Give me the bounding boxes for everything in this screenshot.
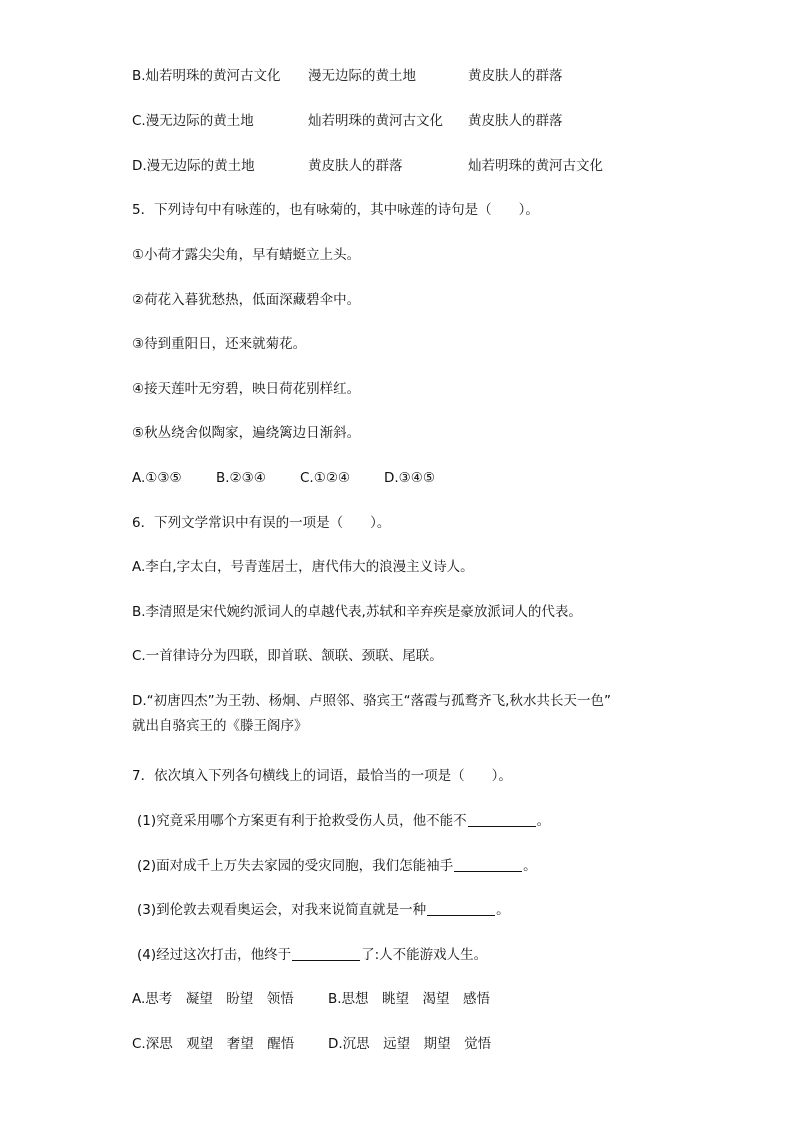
q7-sentence-2-end: 。: [523, 858, 537, 874]
q7-option-a: A.思考 凝望 盼望 领悟: [132, 991, 294, 1007]
q6-option-d-line1: D.“初唐四杰”为王勃、杨炯、卢照邻、骆宾王“落霞与孤鹜齐飞,秋水共长天一色”: [132, 693, 611, 709]
q5-choice-b: B.②③④: [216, 470, 266, 486]
q7-option-b: B.思想 眺望 渴望 感悟: [328, 991, 491, 1007]
q4-option-d-col2: 黄皮肤人的群落: [308, 158, 403, 174]
q5-item-5: ⑤秋丛绕舍似陶家，遍绕篱边日渐斜。: [132, 425, 361, 441]
q4-option-c-col1: C.漫无边际的黄土地: [132, 113, 254, 129]
q7-sentence-2: [137, 856, 754, 876]
q4-option-c-col2: 灿若明珠的黄河古文化: [308, 113, 443, 129]
q5-item-3: ③待到重阳日，还来就菊花。: [132, 336, 307, 352]
q7-blank-4: [292, 946, 360, 961]
q4-option-b-col2: 漫无边际的黄土地: [308, 68, 416, 84]
q5-item-2: ②荷花入暮犹愁热，低面深藏碧伞中。: [132, 292, 361, 308]
q5-choice-a: A.①③⑤: [132, 470, 182, 486]
q6-stem: 6．下列文学常识中有误的一项是（ ）。: [132, 515, 391, 531]
q7-sentence-1: [137, 811, 754, 831]
q7-option-c: C.深思 观望 奢望 醒悟: [132, 1036, 295, 1052]
q7-sentence-3: [137, 900, 754, 920]
q7-sentence-1-text: (1)究竟采用哪个方案更有利于抢救受伤人员，他不能不: [137, 813, 467, 829]
q5-choice-c: C.①②④: [300, 470, 351, 486]
q4-option-d-col1: D.漫无边际的黄土地: [132, 158, 255, 174]
q7-sentence-4-end: 了:人不能游戏人生。: [361, 947, 488, 963]
q7-option-d: D.沉思 远望 期望 觉悟: [328, 1036, 492, 1052]
q6-option-b: B.李清照是宋代婉约派词人的卓越代表,苏轼和辛弃疾是豪放派词人的代表。: [132, 604, 582, 620]
q7-sentence-4-text: (4)经过这次打击，他终于: [137, 947, 292, 963]
q7-sentence-2-text: (2)面对成千上万失去家园的受灾同胞，我们怎能袖手: [137, 858, 454, 874]
q6-option-c: C.一首律诗分为四联，即首联、颔联、颈联、尾联。: [132, 648, 443, 664]
q4-option-c-col3: 黄皮肤人的群落: [468, 113, 563, 129]
q7-stem: 7．依次填入下列各句横线上的词语，最恰当的一项是（ ）。: [132, 768, 512, 784]
q5-item-1: ①小荷才露尖尖角，早有蜻蜓立上头。: [132, 247, 361, 263]
q7-sentence-1-end: 。: [536, 813, 551, 829]
q4-option-b-col1: B.灿若明珠的黄河古文化: [132, 68, 281, 84]
q7-blank-2: [454, 857, 522, 872]
q7-sentence-3-text: (3)到伦敦去观看奥运会，对我来说简直就是一种: [137, 902, 427, 918]
q5-choice-d: D.③④⑤: [384, 470, 435, 486]
q7-blank-1: [468, 812, 536, 827]
q7-sentence-4: [137, 945, 754, 965]
q7-blank-3: [427, 901, 495, 916]
q4-option-d-col3: 灿若明珠的黄河古文化: [468, 158, 603, 174]
q7-sentence-3-end: 。: [496, 902, 510, 918]
q5-stem: 5．下列诗句中有咏莲的，也有咏菊的，其中咏莲的诗句是（ ）。: [132, 202, 539, 218]
q5-item-4: ④接天莲叶无穷碧，映日荷花别样红。: [132, 381, 361, 397]
q6-option-d-line2: 就出自骆宾王的《滕王阁序》: [132, 718, 308, 734]
q6-option-a: A.李白,字太白，号青莲居士，唐代伟大的浪漫主义诗人。: [132, 559, 474, 575]
q4-option-b-col3: 黄皮肤人的群落: [468, 68, 563, 84]
